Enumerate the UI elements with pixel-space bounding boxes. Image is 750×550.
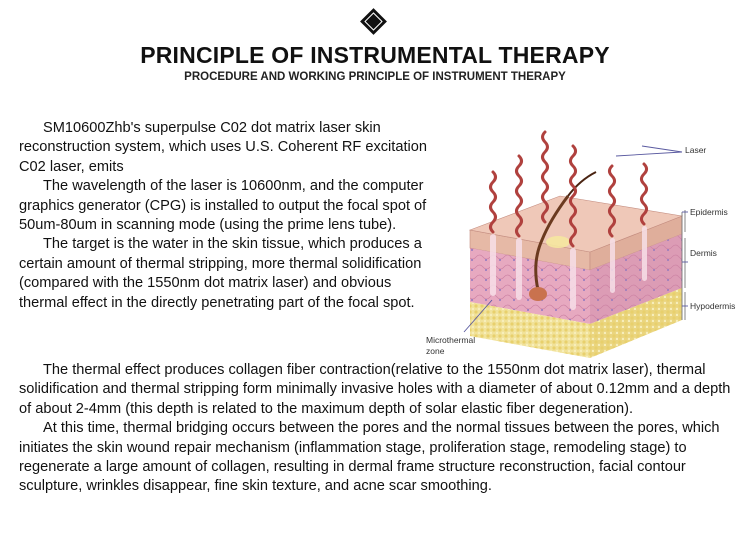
paragraph-thermal-bridging: At this time, thermal bridging occurs between the pores and the normal tissues between the pores, which initiates the skin wound repair mechanism (inflammation stage, proliferation stage, remodeling stage) to regenerate a large amount of collagen, resulting in dermal frame structure reconstruction, facial contour sculpture, wrinkles disappear, fine skin texture, and acne scar smoothing.	[19, 420, 720, 495]
label-microthermal-line1: Microthermal	[426, 335, 476, 345]
diamond-icon	[360, 8, 387, 35]
paragraph-laser-system: SM10600Zhb's superpulse C02 dot matrix laser skin reconstruction system, which uses U.S. Coherent RF excitation C02 laser, emits	[19, 120, 427, 175]
label-laser: Laser	[685, 145, 707, 155]
body-text-wide	[19, 361, 744, 497]
page-title: PRINCIPLE OF INSTRUMENTAL THERAPY	[140, 42, 610, 68]
paragraph-target: The target is the water in the skin tissue, which produces a certain amount of thermal stripping, more thermal solidification (compared with the 1550nm dot matrix laser) and obvious thermal effect in the directly penetrating part of the focal spot.	[19, 236, 422, 311]
label-hypodermis: Hypodermis	[690, 301, 736, 311]
label-dermis: Dermis	[690, 248, 717, 258]
page-subtitle: PROCEDURE AND WORKING PRINCIPLE OF INSTRUMENT THERAPY	[184, 71, 566, 83]
body-text-left	[19, 119, 427, 313]
paragraph-thermal-effect: The thermal effect produces collagen fiber contraction(relative to the 1550nm dot matrix laser), thermal solidification and thermal stripping form minimally invasive holes with a diameter of about 0.12mm and a depth of about 2-4mm (this depth is related to the maximum depth of solar elastic fiber degeneration).	[19, 362, 731, 417]
label-epidermis: Epidermis	[690, 207, 728, 217]
paragraph-wavelength: The wavelength of the laser is 10600nm, and the computer graphics generator (CPG) is installed to output the focal spot of 50um-80um in scanning mode (using the prime lens tube).	[19, 178, 427, 234]
label-microthermal-line2: zone	[426, 346, 445, 356]
skin-layers-diagram	[420, 112, 750, 364]
